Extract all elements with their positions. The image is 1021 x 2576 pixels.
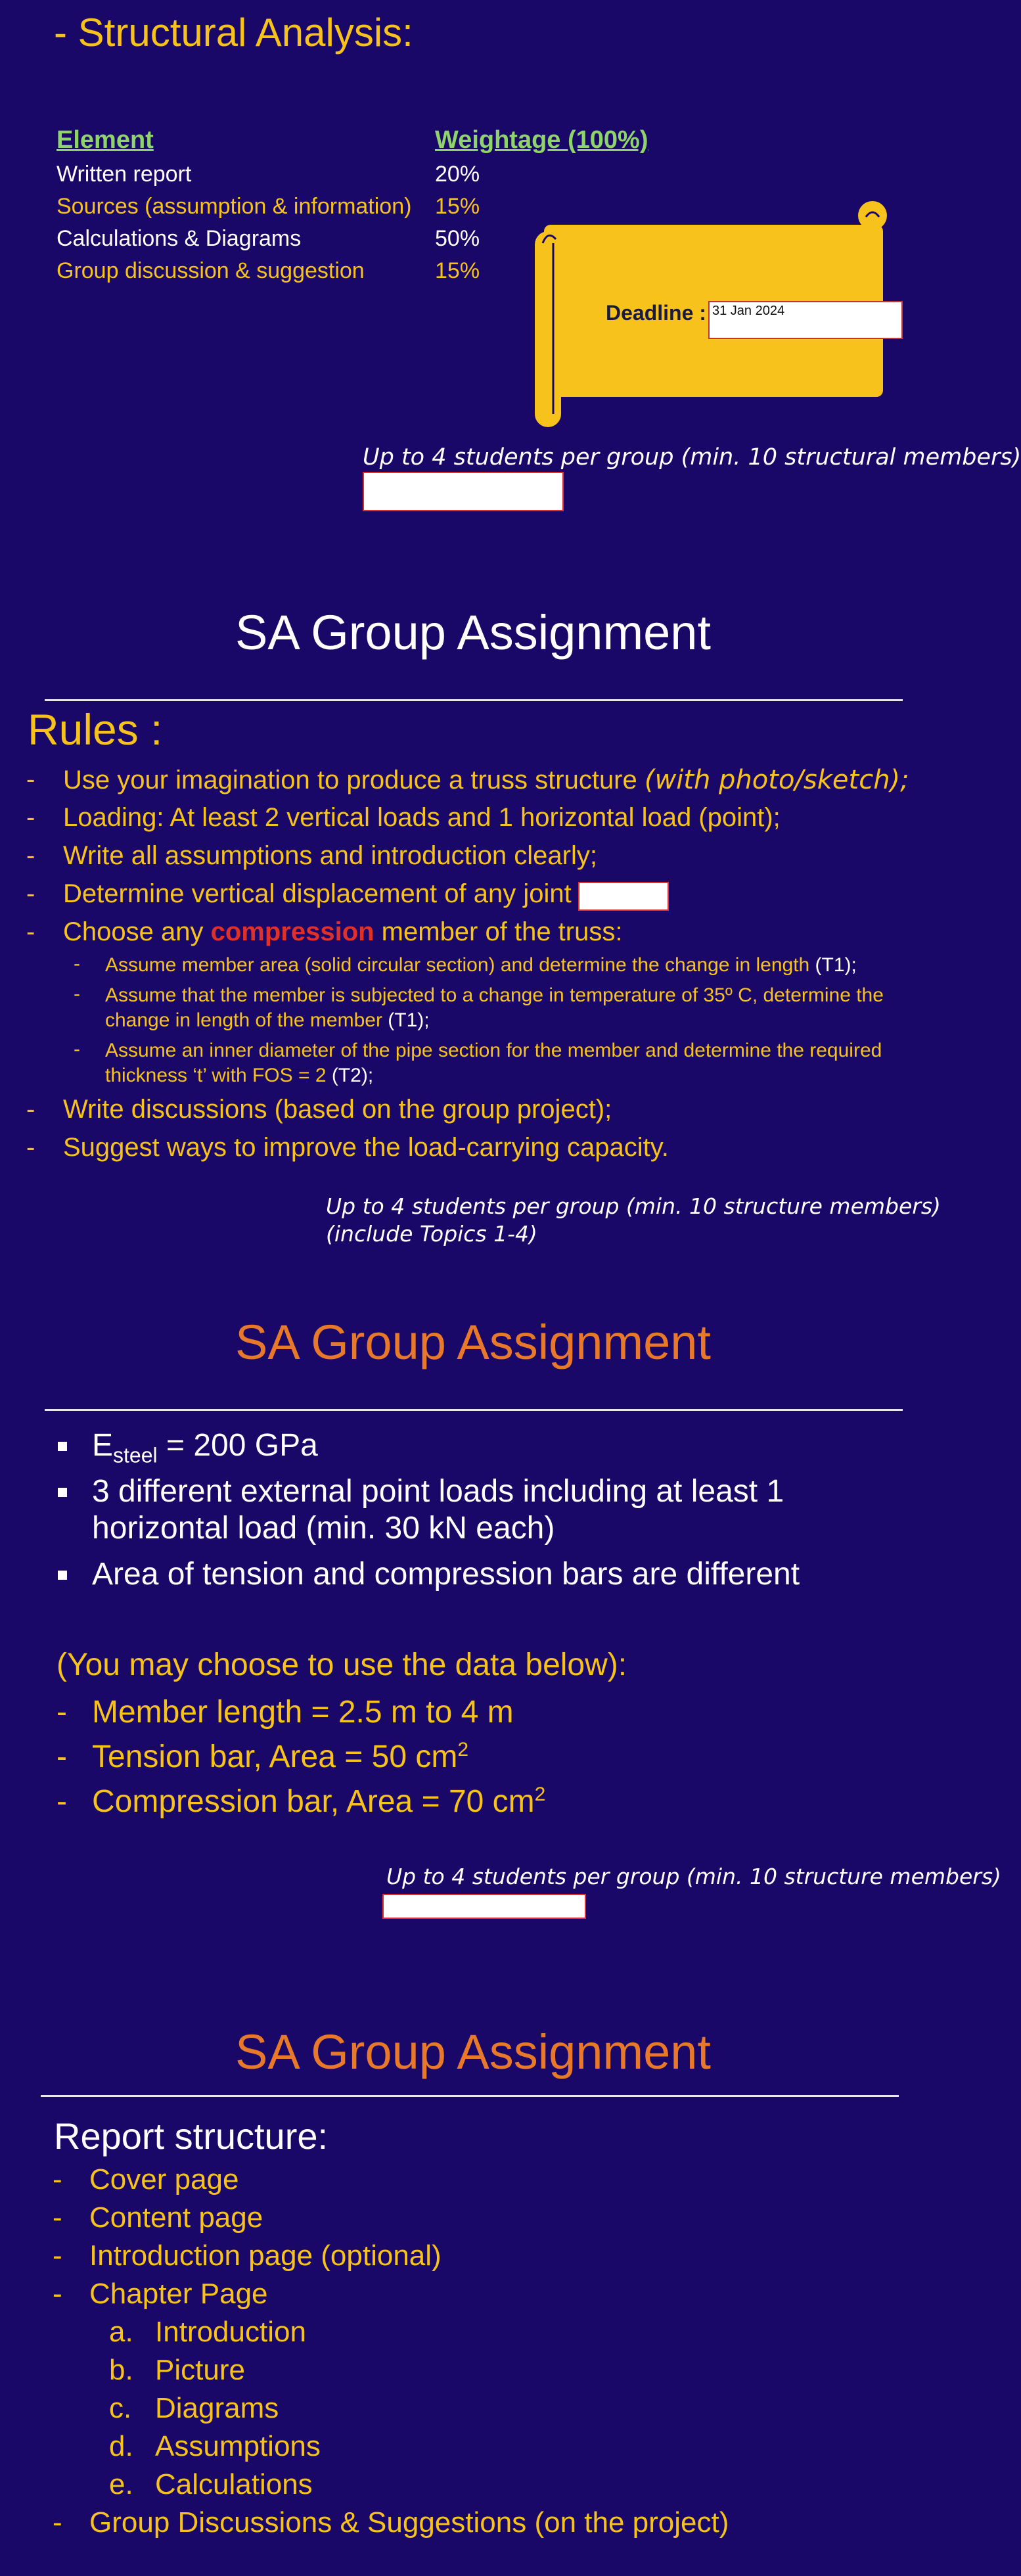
rule-text: Use your imagination to produce a truss structure (63, 766, 645, 794)
data-dash: - (57, 1739, 67, 1774)
rule-text: Choose any (63, 917, 211, 946)
sub-rule-item (105, 1038, 909, 1088)
report-structure-heading: Report structure: (54, 2115, 329, 2157)
structural-analysis-title: - Structural Analysis: (54, 11, 413, 55)
section-title: SA Group Assignment (235, 605, 711, 660)
group-size-note: Up to 4 students per group (min. 10 structure members) (326, 1193, 941, 1219)
section-title: SA Group Assignment (235, 1315, 711, 1369)
report-item: Content page (89, 2201, 263, 2234)
weight-row-element: Sources (assumption & information) (57, 194, 412, 219)
topic-tag: (T1); (382, 1009, 430, 1031)
data-text: Compression bar, Area = 70 cm (92, 1784, 535, 1819)
rule-dash: - (26, 1095, 35, 1124)
optional-data-heading: (You may choose to use the data below): (57, 1647, 627, 1682)
sub-dash: - (74, 953, 80, 975)
weight-row-value: 15% (435, 194, 480, 219)
data-dash: - (57, 1784, 67, 1819)
chapter-sub-item: Picture (155, 2354, 245, 2386)
data-item: Member length = 2.5 m to 4 m (92, 1695, 514, 1730)
report-dash: - (53, 2240, 62, 2272)
report-item: Cover page (89, 2163, 239, 2196)
topic-tag: (T2); (326, 1065, 374, 1086)
report-dash: - (53, 2506, 62, 2539)
data-bullet (92, 1427, 318, 1468)
data-item (92, 1739, 468, 1775)
rule-dash: - (26, 879, 35, 908)
topics-note: (include Topics 1-4) (326, 1221, 537, 1247)
sub-dash: - (74, 1038, 80, 1060)
chapter-sub-letter: e. (109, 2468, 133, 2500)
deadline-field[interactable] (708, 301, 903, 339)
square-bullet-icon (58, 1488, 67, 1497)
rule-text: member of the truss: (374, 917, 623, 946)
square-bullet-icon (58, 1442, 67, 1451)
divider (41, 2095, 899, 2097)
rule-item: Write discussions (based on the group project); (63, 1095, 612, 1124)
rule-dash: - (26, 1133, 35, 1162)
note-input-box[interactable] (382, 1894, 586, 1919)
sub-rule-text: Assume an inner diameter of the pipe section for the member and determine the required thickness ‘t’ with FOS = 2 (105, 1040, 882, 1086)
data-item (92, 1783, 545, 1820)
group-size-note: Up to 4 students per group (min. 10 structural members) (363, 444, 1021, 471)
weight-row-element: Group discussion & suggestion (57, 258, 365, 283)
chapter-sub-item: Calculations (155, 2468, 313, 2500)
rule-dash: - (26, 803, 35, 832)
weight-row-value: 50% (435, 226, 480, 251)
data-text: Tension bar, Area = 50 cm (92, 1739, 458, 1774)
deadline-value: 31 Jan 2024 (712, 304, 785, 318)
sub-dash: - (74, 983, 80, 1005)
rule-item (63, 765, 909, 795)
rule-text-italic: (with photo/sketch); (644, 765, 909, 795)
chapter-sub-letter: a. (109, 2316, 133, 2348)
section-title: SA Group Assignment (235, 2025, 711, 2079)
report-item: Introduction page (optional) (89, 2240, 442, 2272)
chapter-sub-letter: c. (109, 2392, 132, 2424)
report-dash: - (53, 2278, 62, 2310)
superscript: 2 (457, 1739, 469, 1760)
weight-row-element: Written report (57, 162, 192, 187)
chapter-sub-letter: b. (109, 2354, 133, 2386)
report-dash: - (53, 2201, 62, 2234)
rule-item: Write all assumptions and introduction clearly; (63, 841, 597, 870)
chapter-sub-letter: d. (109, 2430, 133, 2462)
weight-row-element: Calculations & Diagrams (57, 226, 302, 251)
sub-rule-text: Assume member area (solid circular section) and determine the change in length (105, 954, 810, 976)
compression-emphasis: compression (210, 917, 374, 946)
e-symbol: E (92, 1428, 114, 1463)
rule-dash: - (26, 917, 35, 946)
superscript: 2 (534, 1783, 546, 1805)
group-size-note: Up to 4 students per group (min. 10 structure members) (386, 1864, 1001, 1889)
data-bullet: 3 different external point loads including at least 1 horizontal load (min. 30 kN each) (92, 1474, 784, 1546)
rule-dash: - (26, 765, 35, 794)
data-dash: - (57, 1695, 67, 1730)
note-input-box[interactable] (363, 472, 564, 511)
sub-rule-item (105, 983, 909, 1033)
rule-item: Suggest ways to improve the load-carrying capacity. (63, 1133, 669, 1162)
e-subscript: steel (113, 1443, 158, 1467)
report-item: Chapter Page (89, 2278, 268, 2310)
divider (45, 699, 903, 701)
sub-rule-text: Assume that the member is subjected to a change in temperature of 35º C, determine the change in length of the member (105, 984, 884, 1031)
report-item: Group Discussions & Suggestions (on the project) (89, 2506, 729, 2539)
weight-row-value: 20% (435, 162, 480, 187)
weight-row-value: 15% (435, 258, 480, 283)
element-column-header: Element (57, 126, 154, 154)
divider (45, 1409, 903, 1411)
chapter-sub-item: Assumptions (155, 2430, 321, 2462)
rule-dash: - (26, 841, 35, 870)
e-value: = 200 GPa (157, 1428, 318, 1463)
sub-rule-item (105, 953, 920, 978)
joint-input-box[interactable] (578, 882, 669, 911)
square-bullet-icon (58, 1571, 67, 1580)
topic-tag: (T1); (809, 954, 857, 976)
chapter-sub-item: Introduction (155, 2316, 306, 2348)
weightage-column-header: Weightage (100%) (435, 126, 648, 154)
rule-item: Determine vertical displacement of any joint (63, 879, 572, 908)
rules-heading: Rules : (28, 705, 163, 754)
deadline-label: Deadline : (606, 301, 706, 325)
rule-item: Loading: At least 2 vertical loads and 1 horizontal load (point); (63, 803, 781, 832)
data-bullet: Area of tension and compression bars are different (92, 1557, 800, 1592)
rule-item (63, 917, 622, 947)
chapter-sub-item: Diagrams (155, 2392, 279, 2424)
report-dash: - (53, 2163, 62, 2196)
